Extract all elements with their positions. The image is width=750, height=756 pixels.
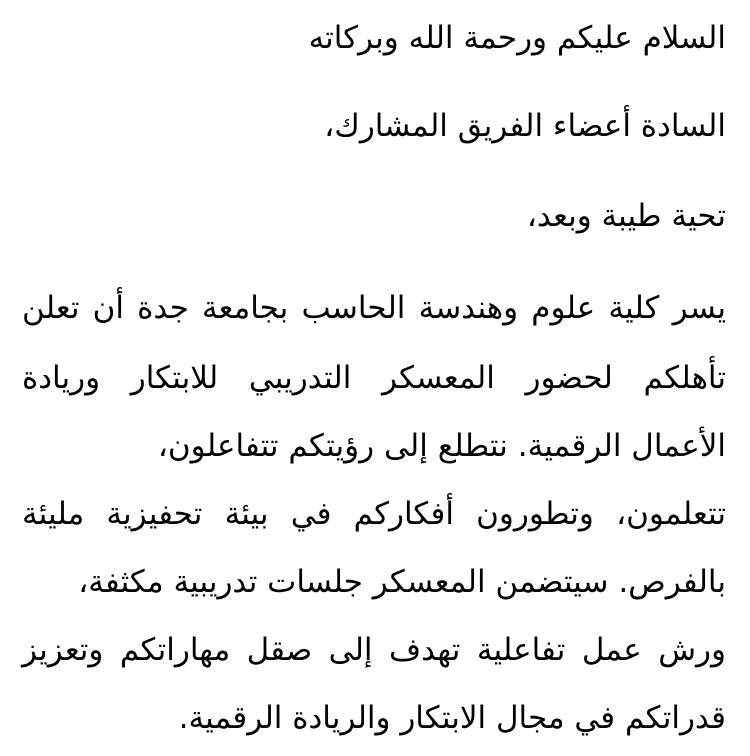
body-line: ورش عمل تفاعلية تهدف إلى صقل مهاراتكم وتعزيز <box>22 632 726 668</box>
body-line: قدراتكم في مجال الابتكار والريادة الرقمية. <box>178 700 726 736</box>
body-line: الأعمال الرقمية. نتطلع إلى رؤيتكم تتفاعلون، <box>157 428 726 464</box>
salutation-line: السادة أعضاء الفريق المشارك، <box>324 108 726 144</box>
opening-line: تحية طيبة وبعد، <box>526 198 726 234</box>
greeting-line: السلام عليكم ورحمة الله وبركاته <box>308 20 726 56</box>
body-line: تتعلمون، وتطورون أفكاركم في بيئة تحفيزية مليئة <box>22 496 726 532</box>
body-line: تأهلكم لحضور المعسكر التدريبي للابتكار وريادة <box>22 360 726 396</box>
body-line: يسر كلية علوم وهندسة الحاسب بجامعة جدة أن تعلن <box>22 290 726 326</box>
body-line: بالفرص. سيتضمن المعسكر جلسات تدريبية مكثفة، <box>78 564 726 600</box>
